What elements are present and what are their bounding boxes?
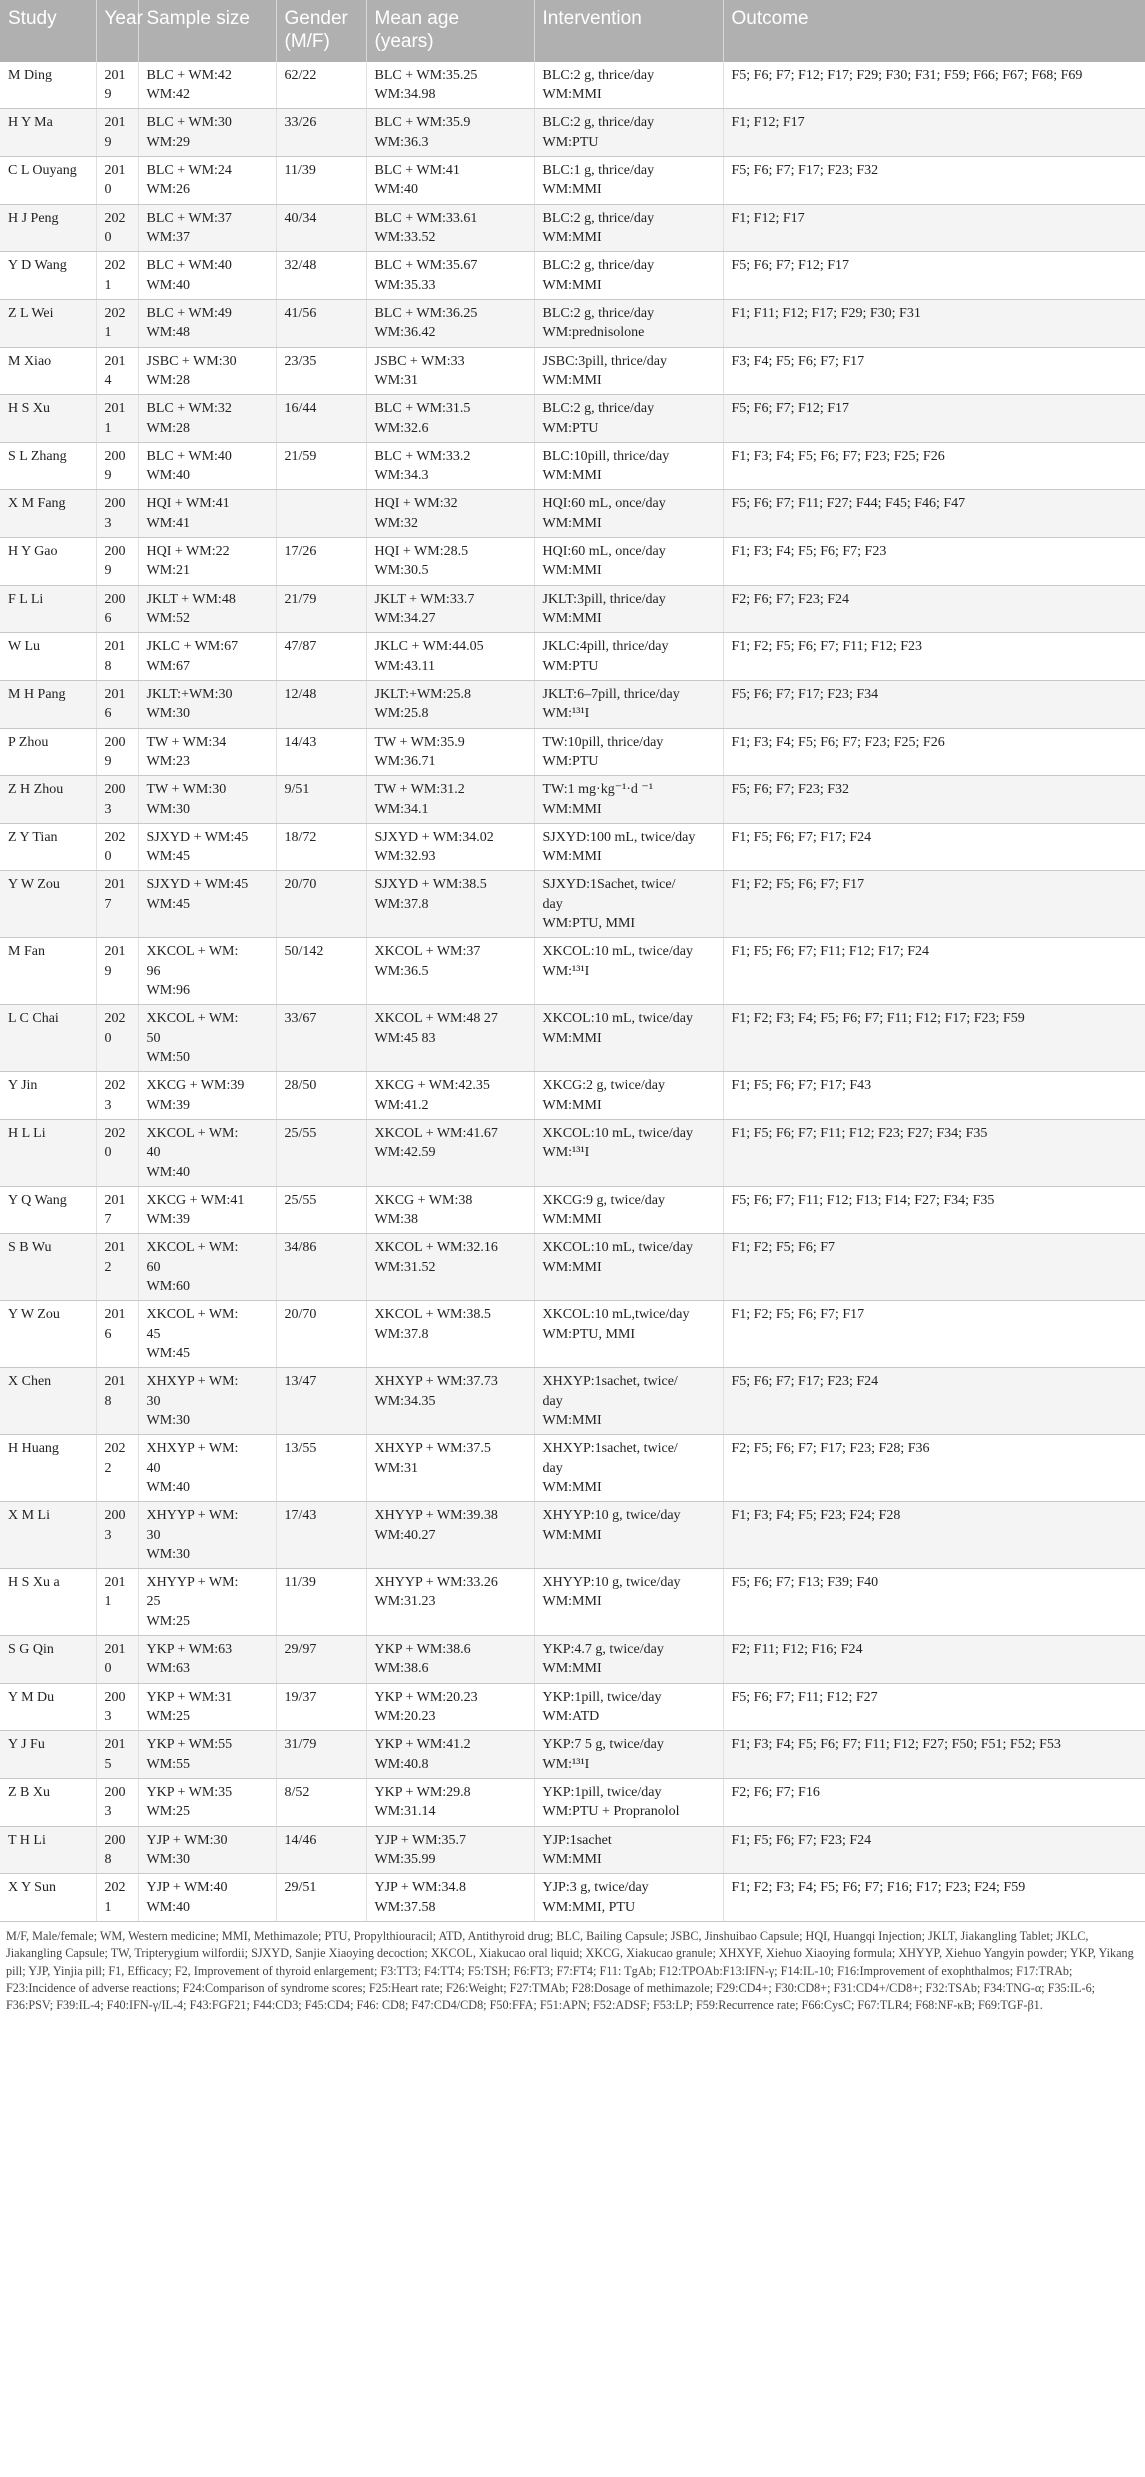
cell-study: S G Qin: [0, 1636, 96, 1684]
cell-mean-age: XKCOL + WM:38.5 WM:37.8: [366, 1301, 534, 1368]
cell-intervention: XHXYP:1sachet, twice/ day WM:MMI: [534, 1435, 723, 1502]
cell-outcome: F1; F3; F4; F5; F6; F7; F23; F25; F26: [723, 728, 1145, 776]
cell-intervention: YJP:3 g, twice/day WM:MMI, PTU: [534, 1874, 723, 1922]
cell-mean-age: YJP + WM:35.7 WM:35.99: [366, 1826, 534, 1874]
cell-outcome: F1; F12; F17: [723, 109, 1145, 157]
cell-mean-age: SJXYD + WM:34.02 WM:32.93: [366, 823, 534, 871]
cell-gender: 41/56: [276, 299, 366, 347]
cell-sample-size: BLC + WM:49 WM:48: [138, 299, 276, 347]
cell-year: 2023: [96, 1072, 138, 1120]
cell-study: Z B Xu: [0, 1778, 96, 1826]
cell-intervention: SJXYD:1Sachet, twice/ day WM:PTU, MMI: [534, 871, 723, 938]
cell-mean-age: JKLC + WM:44.05 WM:43.11: [366, 633, 534, 681]
cell-outcome: F1; F5; F6; F7; F17; F43: [723, 1072, 1145, 1120]
cell-sample-size: XKCOL + WM: 50 WM:50: [138, 1005, 276, 1072]
table-row: [0, 1826, 1145, 1874]
cell-study: X Chen: [0, 1368, 96, 1435]
table-body: [0, 62, 1145, 1922]
cell-year: 2010: [96, 1636, 138, 1684]
cell-sample-size: XHXYP + WM: 40 WM:40: [138, 1435, 276, 1502]
table-row: [0, 1301, 1145, 1368]
cell-intervention: XHYYP:10 g, twice/day WM:MMI: [534, 1502, 723, 1569]
cell-sample-size: JKLT + WM:48 WM:52: [138, 585, 276, 633]
cell-mean-age: BLC + WM:36.25 WM:36.42: [366, 299, 534, 347]
cell-study: C L Ouyang: [0, 157, 96, 205]
cell-outcome: F1; F2; F5; F6; F7: [723, 1234, 1145, 1301]
cell-gender: 62/22: [276, 62, 366, 109]
cell-gender: 20/70: [276, 1301, 366, 1368]
cell-gender: 32/48: [276, 252, 366, 300]
cell-year: 2018: [96, 633, 138, 681]
cell-outcome: F1; F2; F5; F6; F7; F11; F12; F23: [723, 633, 1145, 681]
cell-study: Y W Zou: [0, 1301, 96, 1368]
cell-gender: 13/55: [276, 1435, 366, 1502]
cell-sample-size: SJXYD + WM:45 WM:45: [138, 823, 276, 871]
cell-study: H S Xu: [0, 395, 96, 443]
cell-gender: 20/70: [276, 871, 366, 938]
cell-year: 2016: [96, 1301, 138, 1368]
cell-gender: 47/87: [276, 633, 366, 681]
cell-year: 2019: [96, 109, 138, 157]
cell-sample-size: XKCG + WM:39 WM:39: [138, 1072, 276, 1120]
cell-outcome: F2; F5; F6; F7; F17; F23; F28; F36: [723, 1435, 1145, 1502]
cell-year: 2003: [96, 1778, 138, 1826]
cell-year: 2009: [96, 538, 138, 586]
cell-intervention: BLC:2 g, thrice/day WM:MMI: [534, 204, 723, 252]
cell-gender: [276, 490, 366, 538]
cell-gender: 31/79: [276, 1731, 366, 1779]
cell-intervention: XKCOL:10 mL, twice/day WM:MMI: [534, 1234, 723, 1301]
table-row: [0, 1874, 1145, 1922]
cell-study: L C Chai: [0, 1005, 96, 1072]
cell-sample-size: JKLT:+WM:30 WM:30: [138, 680, 276, 728]
cell-intervention: HQI:60 mL, once/day WM:MMI: [534, 490, 723, 538]
cell-intervention: XKCOL:10 mL, twice/day WM:MMI: [534, 1005, 723, 1072]
cell-year: 2008: [96, 1826, 138, 1874]
cell-sample-size: XHYYP + WM: 30 WM:30: [138, 1502, 276, 1569]
cell-intervention: XKCOL:10 mL,twice/day WM:PTU, MMI: [534, 1301, 723, 1368]
cell-study: H Y Ma: [0, 109, 96, 157]
table-row: [0, 1368, 1145, 1435]
cell-intervention: YKP:1pill, twice/day WM:ATD: [534, 1683, 723, 1731]
cell-sample-size: YKP + WM:63 WM:63: [138, 1636, 276, 1684]
cell-intervention: XKCG:2 g, twice/day WM:MMI: [534, 1072, 723, 1120]
cell-year: 2003: [96, 1502, 138, 1569]
table-row: [0, 490, 1145, 538]
table-row: [0, 776, 1145, 824]
cell-year: 2009: [96, 442, 138, 490]
cell-year: 2016: [96, 680, 138, 728]
table-row: [0, 633, 1145, 681]
cell-outcome: F2; F11; F12; F16; F24: [723, 1636, 1145, 1684]
cell-gender: 8/52: [276, 1778, 366, 1826]
table-row: [0, 680, 1145, 728]
cell-outcome: F1; F11; F12; F17; F29; F30; F31: [723, 299, 1145, 347]
cell-study: H Huang: [0, 1435, 96, 1502]
cell-study: S B Wu: [0, 1234, 96, 1301]
cell-sample-size: HQI + WM:41 WM:41: [138, 490, 276, 538]
cell-intervention: YJP:1sachet WM:MMI: [534, 1826, 723, 1874]
table-row: [0, 395, 1145, 443]
cell-study: H J Peng: [0, 204, 96, 252]
table-row: [0, 1731, 1145, 1779]
cell-intervention: JKLT:6–7pill, thrice/day WM:¹³¹I: [534, 680, 723, 728]
cell-intervention: XKCG:9 g, twice/day WM:MMI: [534, 1186, 723, 1234]
cell-outcome: F5; F6; F7; F12; F17: [723, 395, 1145, 443]
cell-year: 2012: [96, 1234, 138, 1301]
cell-mean-age: YKP + WM:38.6 WM:38.6: [366, 1636, 534, 1684]
cell-mean-age: XHXYP + WM:37.73 WM:34.35: [366, 1368, 534, 1435]
cell-outcome: F1; F5; F6; F7; F11; F12; F17; F24: [723, 938, 1145, 1005]
cell-mean-age: SJXYD + WM:38.5 WM:37.8: [366, 871, 534, 938]
table-row: [0, 252, 1145, 300]
cell-outcome: F1; F2; F3; F4; F5; F6; F7; F16; F17; F23; F24; F59: [723, 1874, 1145, 1922]
cell-gender: 29/51: [276, 1874, 366, 1922]
cell-mean-age: BLC + WM:33.2 WM:34.3: [366, 442, 534, 490]
cell-mean-age: HQI + WM:28.5 WM:30.5: [366, 538, 534, 586]
table-row: [0, 1569, 1145, 1636]
column-header-intervention: Intervention: [534, 0, 723, 62]
cell-year: 2020: [96, 1119, 138, 1186]
cell-mean-age: TW + WM:31.2 WM:34.1: [366, 776, 534, 824]
cell-study: S L Zhang: [0, 442, 96, 490]
cell-outcome: F5; F6; F7; F17; F23; F34: [723, 680, 1145, 728]
cell-intervention: YKP:1pill, twice/day WM:PTU + Propranolol: [534, 1778, 723, 1826]
column-header-mean-age: Mean age (years): [366, 0, 534, 62]
cell-sample-size: YJP + WM:30 WM:30: [138, 1826, 276, 1874]
cell-year: 2009: [96, 728, 138, 776]
cell-mean-age: YKP + WM:41.2 WM:40.8: [366, 1731, 534, 1779]
table-header-row: [0, 0, 1145, 62]
cell-gender: 14/46: [276, 1826, 366, 1874]
table-footnote: M/F, Male/female; WM, Western medicine; MMI, Methimazole; PTU, Propylthiouracil; ATD, Antithyroid drug; BLC, Bailing Capsule; JSBC, Jinshuibao Capsule; HQI, Huangqi Injection; JKLT, Jiakangling Tablet; JKLC, Jiakangling Capsule; TW, Tripterygium wilfordii; SJXYD, Sanjie Xiaoying decoction; XKCOL, Xiakucao oral liquid; XKCG, Xiakucao granule; XHXYF, Xiehuo Xiaoying formula; XHYYP, Xiehuo Yangyin powder; YKP, Yikang pill; YJP, Yinjia pill; F1, Efficacy; F2, Improvement of thyroid enlargement; F3:TT3; F4:TT4; F5:TSH; F6:FT3; F7:FT4; F11: TgAb; F12:TPOAb:F13:IFN-γ; F14:IL-10; F16:Improvement of exophthalmos; F17:TRAb; F23:Incidence of adverse reactions; F24:Comparison of syndrome scores; F25:Heart rate; F26:Weight; F27:TMAb; F28:Dosage of methimazole; F29:CD4+; F30:CD8+; F31:CD4+/CD8+; F32:TSAb; F34:TNG-α; F35:IL-6; F36:PSV; F39:IL-4; F40:IFN-γ/IL-4; F43:FGF21; F44:CD3; F45:CD4; F46: CD8; F47:CD4/CD8; F50:FFA; F51:APN; F52:ADSF; F53:LP; F59:Recurrence rate; F66:CysC; F67:TLR4; F68:NF-κB; F69:TGF-β1.: [6, 1928, 1134, 2013]
cell-mean-age: BLC + WM:31.5 WM:32.6: [366, 395, 534, 443]
cell-outcome: F1; F2; F5; F6; F7; F17: [723, 1301, 1145, 1368]
cell-mean-age: XKCOL + WM:41.67 WM:42.59: [366, 1119, 534, 1186]
cell-year: 2003: [96, 490, 138, 538]
cell-intervention: SJXYD:100 mL, twice/day WM:MMI: [534, 823, 723, 871]
cell-intervention: JSBC:3pill, thrice/day WM:MMI: [534, 347, 723, 395]
cell-outcome: F1; F5; F6; F7; F23; F24: [723, 1826, 1145, 1874]
cell-sample-size: BLC + WM:42 WM:42: [138, 62, 276, 109]
cell-gender: 25/55: [276, 1119, 366, 1186]
table-row: [0, 1186, 1145, 1234]
cell-sample-size: YKP + WM:55 WM:55: [138, 1731, 276, 1779]
cell-study: M Fan: [0, 938, 96, 1005]
cell-gender: 50/142: [276, 938, 366, 1005]
cell-outcome: F5; F6; F7; F11; F27; F44; F45; F46; F47: [723, 490, 1145, 538]
cell-gender: 14/43: [276, 728, 366, 776]
cell-year: 2017: [96, 871, 138, 938]
cell-year: 2011: [96, 1569, 138, 1636]
cell-sample-size: XKCG + WM:41 WM:39: [138, 1186, 276, 1234]
cell-mean-age: BLC + WM:35.9 WM:36.3: [366, 109, 534, 157]
cell-year: 2003: [96, 1683, 138, 1731]
cell-sample-size: BLC + WM:40 WM:40: [138, 442, 276, 490]
cell-study: M Xiao: [0, 347, 96, 395]
cell-mean-age: JKLT:+WM:25.8 WM:25.8: [366, 680, 534, 728]
cell-outcome: F5; F6; F7; F13; F39; F40: [723, 1569, 1145, 1636]
cell-year: 2010: [96, 157, 138, 205]
cell-study: H Y Gao: [0, 538, 96, 586]
table-row: [0, 1636, 1145, 1684]
cell-sample-size: XHXYP + WM: 30 WM:30: [138, 1368, 276, 1435]
cell-gender: 21/59: [276, 442, 366, 490]
cell-study: F L Li: [0, 585, 96, 633]
cell-sample-size: SJXYD + WM:45 WM:45: [138, 871, 276, 938]
table-row: [0, 442, 1145, 490]
column-header-study: Study: [0, 0, 96, 62]
cell-intervention: JKLT:3pill, thrice/day WM:MMI: [534, 585, 723, 633]
cell-intervention: XHYYP:10 g, twice/day WM:MMI: [534, 1569, 723, 1636]
table-row: [0, 62, 1145, 109]
cell-outcome: F1; F3; F4; F5; F6; F7; F23: [723, 538, 1145, 586]
cell-mean-age: XKCOL + WM:48 27 WM:45 83: [366, 1005, 534, 1072]
cell-intervention: TW:1 mg·kg⁻¹·d ⁻¹ WM:MMI: [534, 776, 723, 824]
cell-sample-size: XKCOL + WM: 40 WM:40: [138, 1119, 276, 1186]
cell-study: X Y Sun: [0, 1874, 96, 1922]
cell-year: 2018: [96, 1368, 138, 1435]
cell-intervention: TW:10pill, thrice/day WM:PTU: [534, 728, 723, 776]
cell-mean-age: BLC + WM:33.61 WM:33.52: [366, 204, 534, 252]
table-row: [0, 204, 1145, 252]
table-row: [0, 299, 1145, 347]
cell-sample-size: TW + WM:34 WM:23: [138, 728, 276, 776]
cell-mean-age: XKCG + WM:38 WM:38: [366, 1186, 534, 1234]
cell-sample-size: XKCOL + WM: 60 WM:60: [138, 1234, 276, 1301]
cell-sample-size: TW + WM:30 WM:30: [138, 776, 276, 824]
table-row: [0, 728, 1145, 776]
cell-study: W Lu: [0, 633, 96, 681]
cell-sample-size: HQI + WM:22 WM:21: [138, 538, 276, 586]
cell-outcome: F2; F6; F7; F16: [723, 1778, 1145, 1826]
column-header-sample-size: Sample size: [138, 0, 276, 62]
cell-outcome: F1; F2; F3; F4; F5; F6; F7; F11; F12; F17; F23; F59: [723, 1005, 1145, 1072]
table-row: [0, 157, 1145, 205]
cell-mean-age: XHYYP + WM:33.26 WM:31.23: [366, 1569, 534, 1636]
cell-gender: 33/26: [276, 109, 366, 157]
cell-study: Z L Wei: [0, 299, 96, 347]
cell-intervention: BLC:2 g, thrice/day WM:PTU: [534, 395, 723, 443]
cell-year: 2015: [96, 1731, 138, 1779]
cell-gender: 28/50: [276, 1072, 366, 1120]
cell-mean-age: XHYYP + WM:39.38 WM:40.27: [366, 1502, 534, 1569]
cell-outcome: F5; F6; F7; F17; F23; F32: [723, 157, 1145, 205]
cell-outcome: F1; F5; F6; F7; F11; F12; F23; F27; F34; F35: [723, 1119, 1145, 1186]
cell-study: M Ding: [0, 62, 96, 109]
table-row: [0, 347, 1145, 395]
cell-outcome: F5; F6; F7; F12; F17: [723, 252, 1145, 300]
column-header-year: Year: [96, 0, 138, 62]
cell-outcome: F5; F6; F7; F12; F17; F29; F30; F31; F59; F66; F67; F68; F69: [723, 62, 1145, 109]
cell-intervention: HQI:60 mL, once/day WM:MMI: [534, 538, 723, 586]
cell-gender: 40/34: [276, 204, 366, 252]
cell-mean-age: TW + WM:35.9 WM:36.71: [366, 728, 534, 776]
cell-sample-size: BLC + WM:24 WM:26: [138, 157, 276, 205]
cell-mean-age: XKCOL + WM:37 WM:36.5: [366, 938, 534, 1005]
cell-gender: 18/72: [276, 823, 366, 871]
cell-study: Y W Zou: [0, 871, 96, 938]
cell-mean-age: JSBC + WM:33 WM:31: [366, 347, 534, 395]
cell-study: M H Pang: [0, 680, 96, 728]
table-row: [0, 1005, 1145, 1072]
cell-year: 2022: [96, 1435, 138, 1502]
cell-sample-size: XHYYP + WM: 25 WM:25: [138, 1569, 276, 1636]
cell-mean-age: XHXYP + WM:37.5 WM:31: [366, 1435, 534, 1502]
cell-intervention: YKP:4.7 g, twice/day WM:MMI: [534, 1636, 723, 1684]
cell-year: 2003: [96, 776, 138, 824]
cell-sample-size: JSBC + WM:30 WM:28: [138, 347, 276, 395]
cell-year: 2021: [96, 1874, 138, 1922]
column-header-outcome: Outcome: [723, 0, 1145, 62]
cell-study: H L Li: [0, 1119, 96, 1186]
cell-gender: 11/39: [276, 157, 366, 205]
cell-gender: 11/39: [276, 1569, 366, 1636]
cell-year: 2020: [96, 204, 138, 252]
table-row: [0, 871, 1145, 938]
cell-intervention: BLC:10pill, thrice/day WM:MMI: [534, 442, 723, 490]
cell-year: 2019: [96, 62, 138, 109]
cell-sample-size: YKP + WM:31 WM:25: [138, 1683, 276, 1731]
cell-study: Y Q Wang: [0, 1186, 96, 1234]
cell-year: 2020: [96, 823, 138, 871]
cell-year: 2021: [96, 299, 138, 347]
cell-gender: 34/86: [276, 1234, 366, 1301]
cell-outcome: F5; F6; F7; F11; F12; F27: [723, 1683, 1145, 1731]
cell-study: Z Y Tian: [0, 823, 96, 871]
cell-gender: 25/55: [276, 1186, 366, 1234]
cell-sample-size: YKP + WM:35 WM:25: [138, 1778, 276, 1826]
cell-study: X M Li: [0, 1502, 96, 1569]
cell-intervention: BLC:2 g, thrice/day WM:PTU: [534, 109, 723, 157]
cell-study: Y D Wang: [0, 252, 96, 300]
cell-intervention: BLC:2 g, thrice/day WM:prednisolone: [534, 299, 723, 347]
cell-intervention: BLC:1 g, thrice/day WM:MMI: [534, 157, 723, 205]
table-row: [0, 585, 1145, 633]
cell-gender: 9/51: [276, 776, 366, 824]
cell-study: Z H Zhou: [0, 776, 96, 824]
cell-outcome: F1; F3; F4; F5; F6; F7; F11; F12; F27; F50; F51; F52; F53: [723, 1731, 1145, 1779]
table-row: [0, 1119, 1145, 1186]
column-header-gender: Gender (M/F): [276, 0, 366, 62]
cell-study: T H Li: [0, 1826, 96, 1874]
cell-outcome: F1; F12; F17: [723, 204, 1145, 252]
cell-gender: 17/43: [276, 1502, 366, 1569]
cell-mean-age: JKLT + WM:33.7 WM:34.27: [366, 585, 534, 633]
cell-year: 2011: [96, 395, 138, 443]
cell-study: Y J Fu: [0, 1731, 96, 1779]
cell-outcome: F1; F5; F6; F7; F17; F24: [723, 823, 1145, 871]
cell-mean-age: YKP + WM:29.8 WM:31.14: [366, 1778, 534, 1826]
cell-outcome: F2; F6; F7; F23; F24: [723, 585, 1145, 633]
table-row: [0, 938, 1145, 1005]
cell-outcome: F1; F2; F5; F6; F7; F17: [723, 871, 1145, 938]
table-row: [0, 1778, 1145, 1826]
cell-study: P Zhou: [0, 728, 96, 776]
cell-gender: 12/48: [276, 680, 366, 728]
cell-outcome: F5; F6; F7; F11; F12; F13; F14; F27; F34; F35: [723, 1186, 1145, 1234]
cell-year: 2017: [96, 1186, 138, 1234]
cell-mean-age: YKP + WM:20.23 WM:20.23: [366, 1683, 534, 1731]
cell-sample-size: BLC + WM:32 WM:28: [138, 395, 276, 443]
cell-sample-size: BLC + WM:37 WM:37: [138, 204, 276, 252]
cell-gender: 16/44: [276, 395, 366, 443]
cell-outcome: F5; F6; F7; F17; F23; F24: [723, 1368, 1145, 1435]
cell-outcome: F5; F6; F7; F23; F32: [723, 776, 1145, 824]
cell-gender: 13/47: [276, 1368, 366, 1435]
table-row: [0, 1435, 1145, 1502]
table-row: [0, 1683, 1145, 1731]
cell-intervention: YKP:7 5 g, twice/day WM:¹³¹I: [534, 1731, 723, 1779]
cell-year: 2019: [96, 938, 138, 1005]
cell-year: 2020: [96, 1005, 138, 1072]
cell-sample-size: YJP + WM:40 WM:40: [138, 1874, 276, 1922]
cell-study: Y Jin: [0, 1072, 96, 1120]
cell-year: 2021: [96, 252, 138, 300]
cell-year: 2014: [96, 347, 138, 395]
cell-study: H S Xu a: [0, 1569, 96, 1636]
cell-outcome: F3; F4; F5; F6; F7; F17: [723, 347, 1145, 395]
cell-intervention: BLC:2 g, thrice/day WM:MMI: [534, 252, 723, 300]
cell-mean-age: YJP + WM:34.8 WM:37.58: [366, 1874, 534, 1922]
table-row: [0, 109, 1145, 157]
cell-mean-age: HQI + WM:32 WM:32: [366, 490, 534, 538]
cell-intervention: XKCOL:10 mL, twice/day WM:¹³¹I: [534, 1119, 723, 1186]
table-row: [0, 1502, 1145, 1569]
cell-study: Y M Du: [0, 1683, 96, 1731]
cell-intervention: XKCOL:10 mL, twice/day WM:¹³¹I: [534, 938, 723, 1005]
cell-gender: 19/37: [276, 1683, 366, 1731]
cell-intervention: BLC:2 g, thrice/day WM:MMI: [534, 62, 723, 109]
table-row: [0, 823, 1145, 871]
cell-sample-size: XKCOL + WM: 45 WM:45: [138, 1301, 276, 1368]
cell-mean-age: XKCOL + WM:32.16 WM:31.52: [366, 1234, 534, 1301]
cell-outcome: F1; F3; F4; F5; F6; F7; F23; F25; F26: [723, 442, 1145, 490]
table-row: [0, 1072, 1145, 1120]
cell-mean-age: BLC + WM:41 WM:40: [366, 157, 534, 205]
cell-sample-size: BLC + WM:30 WM:29: [138, 109, 276, 157]
table-row: [0, 538, 1145, 586]
cell-intervention: JKLC:4pill, thrice/day WM:PTU: [534, 633, 723, 681]
cell-outcome: F1; F3; F4; F5; F23; F24; F28: [723, 1502, 1145, 1569]
cell-gender: 17/26: [276, 538, 366, 586]
cell-intervention: XHXYP:1sachet, twice/ day WM:MMI: [534, 1368, 723, 1435]
cell-mean-age: BLC + WM:35.67 WM:35.33: [366, 252, 534, 300]
cell-mean-age: XKCG + WM:42.35 WM:41.2: [366, 1072, 534, 1120]
cell-year: 2006: [96, 585, 138, 633]
cell-mean-age: BLC + WM:35.25 WM:34.98: [366, 62, 534, 109]
cell-gender: 33/67: [276, 1005, 366, 1072]
table-row: [0, 1234, 1145, 1301]
cell-gender: 29/97: [276, 1636, 366, 1684]
cell-gender: 23/35: [276, 347, 366, 395]
cell-sample-size: XKCOL + WM: 96 WM:96: [138, 938, 276, 1005]
cell-study: X M Fang: [0, 490, 96, 538]
cell-sample-size: BLC + WM:40 WM:40: [138, 252, 276, 300]
cell-gender: 21/79: [276, 585, 366, 633]
cell-sample-size: JKLC + WM:67 WM:67: [138, 633, 276, 681]
